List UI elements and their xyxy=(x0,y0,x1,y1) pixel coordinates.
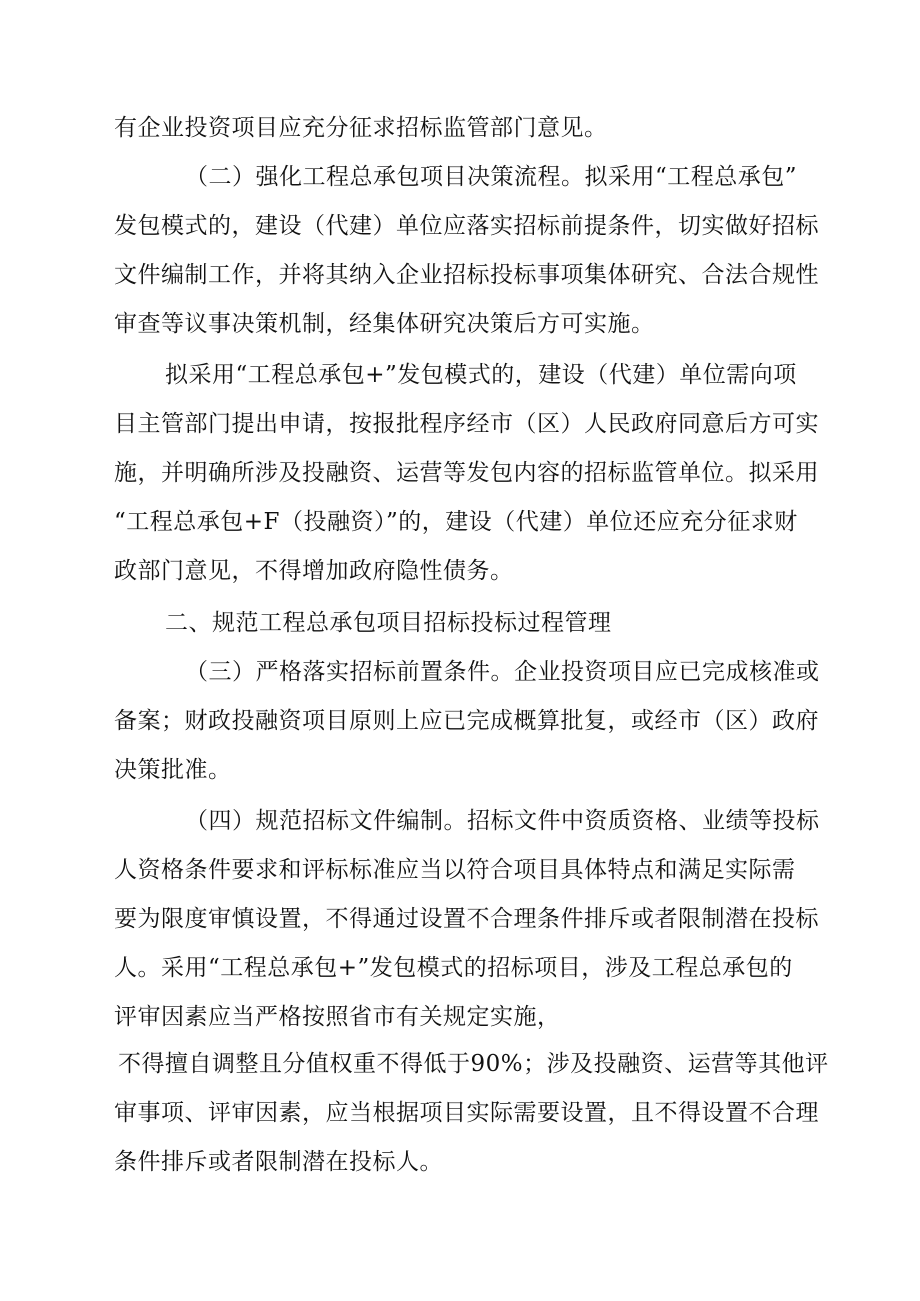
paragraph-line: 文件编制工作，并将其纳入企业招标投标事项集体研究、合法合规性 xyxy=(114,262,819,288)
paragraph-line: 评审因素应当严格按照省市有关规定实施， xyxy=(114,1004,561,1030)
paragraph-line: 施，并明确所涉及投融资、运营等发包内容的招标监管单位。拟采用 xyxy=(114,460,819,486)
paragraph-line: 政部门意见，不得增加政府隐性债务。 xyxy=(114,558,514,584)
section-heading: 二、规范工程总承包项目招标投标过程管理 xyxy=(165,610,612,636)
paragraph-line: 人。采用“工程总承包+”发包模式的招标项目，涉及工程总承包的 xyxy=(114,955,793,981)
paragraph-line: 有企业投资项目应充分征求招标监管部门意见。 xyxy=(114,115,608,141)
paragraph-line: （二）强化工程总承包项目决策流程。拟采用“工程总承包” xyxy=(185,164,798,190)
paragraph-line: 条件排斥或者限制潜在投标人。 xyxy=(114,1149,443,1175)
paragraph-line: 目主管部门提出申请，按报批程序经市（区）人民政府同意后方可实 xyxy=(114,411,819,437)
paragraph-line: （四）规范招标文件编制。招标文件中资质资格、业绩等投标 xyxy=(185,808,820,834)
paragraph-line: 发包模式的，建设（代建）单位应落实招标前提条件，切实做好招标 xyxy=(114,213,819,239)
paragraph-line: 要为限度审慎设置，不得通过设置不合理条件排斥或者限制潜在投标 xyxy=(114,906,819,932)
paragraph-line: 拟采用“工程总承包+”发包模式的，建设（代建）单位需向项 xyxy=(165,362,797,388)
paragraph-line: 审查等议事决策机制，经集体研究决策后方可实施。 xyxy=(114,311,655,337)
paragraph-line: （三）严格落实招标前置条件。企业投资项目应已完成核准或 xyxy=(185,659,820,685)
paragraph-line: “工程总承包+F（投融资）”的，建设（代建）单位还应充分征求财 xyxy=(114,509,798,535)
paragraph-line: 人资格条件要求和评标标准应当以符合项目具体特点和满足实际需 xyxy=(114,857,796,883)
paragraph-line: 备案；财政投融资项目原则上应已完成概算批复，或经市（区）政府 xyxy=(114,708,819,734)
paragraph-line: 审事项、评审因素，应当根据项目实际需要设置，且不得设置不合理 xyxy=(114,1100,819,1126)
paragraph-line: 决策批准。 xyxy=(114,757,232,783)
paragraph-line: 不得擅自调整且分值权重不得低于90%；涉及投融资、运营等其他评 xyxy=(118,1051,829,1077)
